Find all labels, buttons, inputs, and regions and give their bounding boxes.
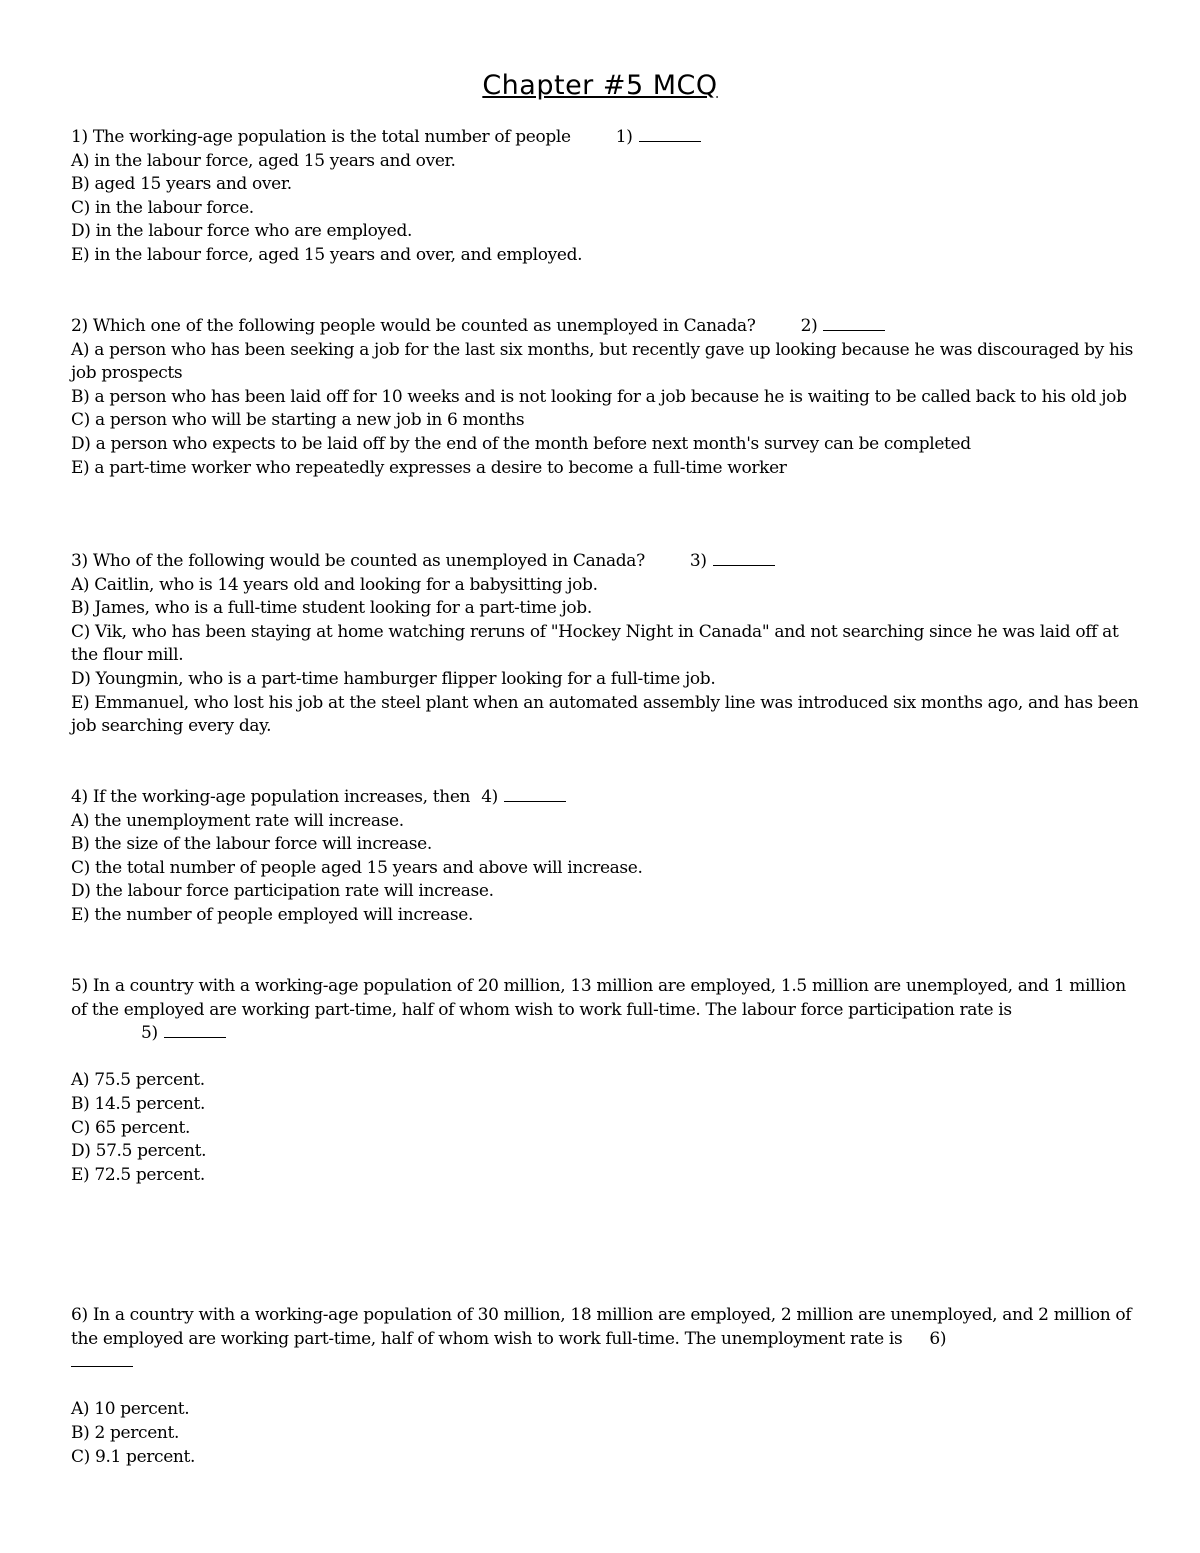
question-stem: If the working-age population increases, then: [92, 787, 471, 807]
answer-blank[interactable]: [713, 551, 775, 566]
question-stem: The working-age population is the total number of people: [92, 127, 571, 147]
option-a: A) the unemployment rate will increase.: [71, 810, 404, 831]
option-e: E) 72.5 percent.: [71, 1164, 205, 1185]
answer-label: 1): [615, 127, 633, 147]
answer-blank[interactable]: [504, 787, 566, 802]
answer-label: 2): [800, 316, 818, 336]
option-e: E) a part-time worker who repeatedly expresses a desire to become a full-time worker: [71, 457, 787, 478]
answer-label: 3): [689, 551, 707, 571]
option-e: E) in the labour force, aged 15 years and over, and employed.: [71, 244, 583, 265]
answer-blank[interactable]: [639, 127, 701, 142]
question-number: 2): [71, 316, 88, 336]
question-stem: In a country with a working-age population of 20 million, 13 million are employed, 1.5 million are unemployed, and 1 million of the employed are working part-time, half of whom wish to work full-time. The labour force participation rate is: [71, 976, 1126, 1020]
option-d: D) in the labour force who are employed.: [71, 221, 413, 242]
question-number: 4): [71, 787, 88, 807]
option-b: B) aged 15 years and over.: [71, 174, 292, 195]
option-c: C) in the labour force.: [71, 197, 254, 218]
option-d: D) the labour force participation rate will increase.: [71, 881, 494, 902]
question-number: 6): [71, 1305, 88, 1325]
question-stem: Which one of the following people would be counted as unemployed in Canada?: [92, 316, 756, 336]
option-b: B) 14.5 percent.: [71, 1093, 206, 1114]
question-6: [71, 1304, 1141, 1469]
option-b: B) James, who is a full-time student looking for a part-time job.: [71, 598, 592, 619]
question-stem: Who of the following would be counted as unemployed in Canada?: [92, 551, 645, 571]
option-b: B) the size of the labour force will increase.: [71, 834, 432, 855]
question-stem: In a country with a working-age population of 30 million, 18 million are employed, 2 million are unemployed, and 2 million of the employed are working part-time, half of whom wish to work full-time. The unemployment rate is: [71, 1305, 1132, 1349]
option-e: E) the number of people employed will increase.: [71, 904, 473, 925]
option-a: A) a person who has been seeking a job for the last six months, but recently gave up looking because he was discouraged by his job prospects: [71, 339, 1134, 384]
question-number: 5): [71, 976, 88, 996]
option-d: D) Youngmin, who is a part-time hamburger flipper looking for a full-time job.: [71, 668, 716, 689]
question-number: 1): [71, 127, 88, 147]
question-2: [71, 315, 1141, 480]
option-c: C) Vik, who has been staying at home watching reruns of "Hockey Night in Canada" and not searching since he was laid off at the flour mill.: [71, 621, 1119, 666]
answer-blank[interactable]: [823, 316, 885, 331]
answer-blank[interactable]: [164, 1023, 226, 1038]
question-1: [71, 126, 1141, 268]
question-number: 3): [71, 551, 88, 571]
option-d: D) a person who expects to be laid off by the end of the month before next month's survey can be completed: [71, 433, 971, 454]
option-a: A) 10 percent.: [71, 1399, 190, 1420]
option-e: E) Emmanuel, who lost his job at the steel plant when an automated assembly line was introduced six months ago, and has been job searching every day.: [71, 692, 1139, 737]
question-3: [71, 550, 1141, 739]
answer-blank[interactable]: [71, 1352, 133, 1367]
answer-label: 6): [929, 1328, 947, 1349]
option-c: C) 65 percent.: [71, 1117, 191, 1138]
option-c: C) a person who will be starting a new job in 6 months: [71, 410, 525, 431]
page-title: Chapter #5 MCQ: [482, 70, 718, 101]
option-a: A) Caitlin, who is 14 years old and looking for a babysitting job.: [71, 574, 598, 595]
option-a: A) in the labour force, aged 15 years and over.: [71, 150, 456, 171]
question-4: [71, 786, 1141, 928]
option-a: A) 75.5 percent.: [71, 1070, 205, 1091]
question-5: [71, 975, 1141, 1187]
option-b: B) 2 percent.: [71, 1422, 180, 1443]
option-b: B) a person who has been laid off for 10 weeks and is not looking for a job because he is waiting to be called back to his old job: [71, 386, 1127, 407]
answer-label: 4): [481, 787, 498, 807]
option-c: C) 9.1 percent.: [71, 1446, 196, 1467]
option-d: D) 57.5 percent.: [71, 1141, 207, 1162]
option-c: C) the total number of people aged 15 years and above will increase.: [71, 857, 643, 878]
answer-label: 5): [141, 1023, 158, 1044]
